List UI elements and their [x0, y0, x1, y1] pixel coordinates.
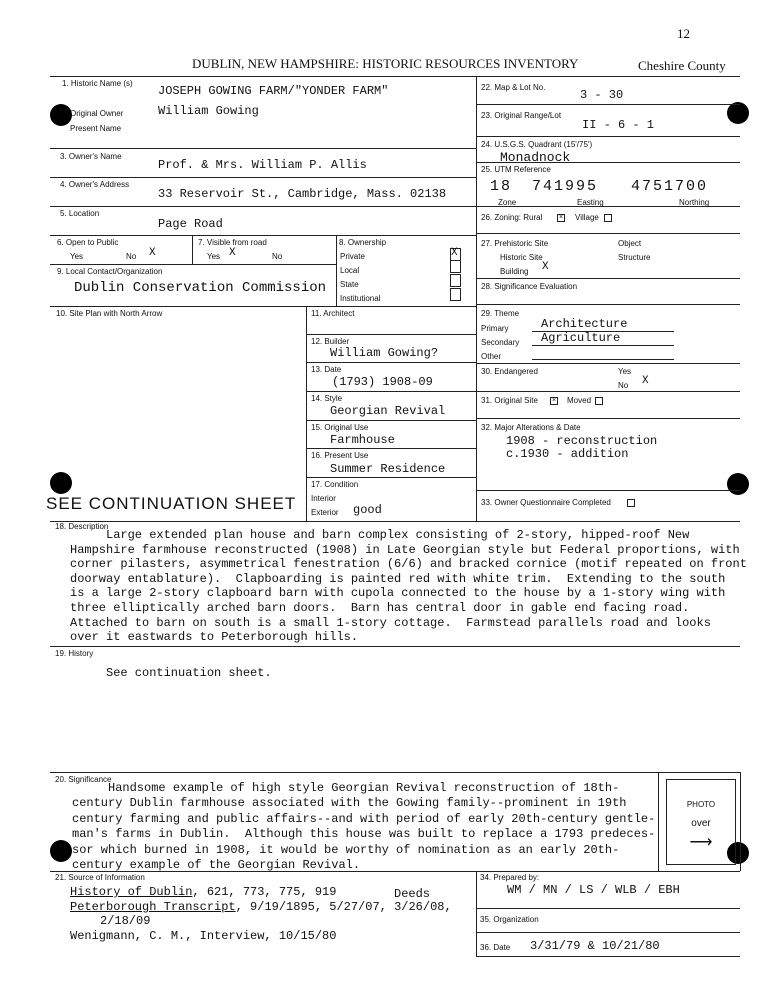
historic-site-label: Historic Site [500, 253, 543, 262]
utm-zone: 18 [490, 178, 513, 195]
significance-text [72, 781, 655, 873]
present-use-value: Summer Residence [330, 462, 446, 476]
owner-address-value: 33 Reservoir St., Cambridge, Mass. 02138 [158, 187, 447, 201]
zoning-village-label: Village [575, 213, 599, 222]
building-label: Building [500, 267, 529, 276]
endangered-label: 30. Endangered [481, 367, 538, 376]
visible-yes: Yes [207, 252, 221, 261]
ownership-local-checkbox[interactable] [450, 260, 461, 273]
condition-interior-label: Interior [311, 494, 336, 503]
theme-other-label: Other [481, 352, 502, 361]
owner-name-label: 3. Owner's Name [60, 152, 122, 161]
theme-secondary-value: Agriculture [541, 331, 621, 345]
map-lot-label: 22. Map & Lot No. [481, 83, 546, 92]
utm-northing: 4751700 [631, 178, 709, 195]
zoning-rural-checkbox[interactable]: × [558, 214, 564, 221]
ownership-state-checkbox[interactable] [450, 274, 461, 287]
original-use-value: Farmhouse [330, 433, 395, 447]
page-number: 12 [677, 26, 690, 41]
theme-secondary-label: Secondary [481, 338, 520, 347]
date-prepared-label: 36. Date [480, 943, 511, 952]
significance-line: century farming and public affairs--and with period of early 20th-century gentle- [72, 811, 656, 826]
date-prepared-value: 3/31/79 & 10/21/80 [530, 939, 660, 953]
theme-primary-label: Primary [481, 324, 509, 333]
arrow-right-icon: ⟶ [689, 834, 713, 851]
usgs-quadrant-label: 24. U.S.G.S. Quadrant (15'/75') [481, 140, 593, 149]
present-name-label: Present Name [70, 124, 122, 133]
description-line: three elliptically arched barn doors. Barn has central door in gable end facing road. [70, 600, 690, 615]
utm-reference-label: 25. UTM Reference [481, 165, 551, 174]
significance-line: sor which burned in 1908, it would be worthy of nomination as an early 20th- [72, 842, 620, 857]
theme-primary-value: Architecture [541, 317, 628, 331]
date-label: 13. Date [311, 365, 342, 374]
description-line: Attached to barn on south is a small 1-story cottage. Farmstead parallels road and looks [70, 615, 711, 630]
source-deeds: Deeds [394, 887, 431, 901]
significance-evaluation-label: 28. Significance Evaluation [481, 282, 578, 291]
source-line-1: History of Dublin, 621, 773, 775, 919 [70, 885, 337, 899]
significance-line: man's farms in Dublin. Although this house was built to replace a 1793 predeces- [72, 827, 656, 842]
alteration-1: 1908 - reconstruction [506, 434, 658, 448]
major-alterations-label: 32. Major Alterations & Date [481, 423, 581, 432]
open-no-mark: X [149, 247, 156, 259]
original-site-label: 31. Original Site [481, 396, 538, 405]
open-no: No [126, 252, 137, 261]
visible-from-road-label: 7. Visible from road [198, 238, 267, 247]
date-value: (1793) 1908-09 [332, 375, 433, 389]
history-value: See continuation sheet. [106, 666, 272, 680]
visible-no: No [272, 252, 283, 261]
object-label: Object [618, 239, 642, 248]
style-value: Georgian Revival [330, 404, 446, 418]
style-label: 14. Style [311, 394, 343, 403]
description-label: 18. Description [55, 522, 109, 531]
source-line-2: Peterborough Transcript, 9/19/1895, 5/27/07, 3/26/08, [70, 900, 452, 914]
endangered-yes: Yes [618, 367, 632, 376]
zoning-label: 26. Zoning: Rural [481, 213, 543, 222]
moved-checkbox[interactable] [595, 397, 603, 405]
punch-hole [50, 104, 72, 126]
county: Cheshire County [638, 58, 726, 73]
organization-label: 35. Organization [480, 915, 539, 924]
source-line-3: 2/18/09 [100, 914, 151, 928]
punch-hole [727, 102, 749, 124]
prepared-by-value: WM / MN / LS / WLB / EBH [507, 883, 680, 897]
description-line: is a large 2-story clapboard barn with cupola connected to the house by a 1-story wing with [70, 586, 726, 601]
prehistoric-site-label: 27. Prehistoric Site [481, 239, 549, 248]
description-line: corner pilasters, asymmetrical fenestration (6/6) and bracked cornice (motif repeated on front [70, 557, 747, 572]
significance-line: Handsome example of high style Georgian Revival reconstruction of 18th- [72, 781, 620, 795]
history-label: 19. History [55, 649, 94, 658]
local-contact-value: Dublin Conservation Commission [74, 280, 327, 296]
description-text [70, 528, 747, 645]
local-contact-label: 9. Local Contact/Organization [57, 267, 163, 276]
prepared-by-label: 34. Prepared by: [480, 873, 540, 882]
builder-label: 12. Builder [311, 337, 350, 346]
see-continuation-sheet: SEE CONTINUATION SHEET [46, 494, 297, 513]
description-line: Large extended plan house and barn complex consisting of 2-story, hipped-roof New [70, 528, 690, 542]
open-yes: Yes [70, 252, 84, 261]
endangered-no-mark: X [642, 375, 649, 387]
punch-hole [50, 840, 72, 862]
historic-name-value: JOSEPH GOWING FARM/"YONDER FARM" [158, 84, 389, 98]
ownership-private-mark: X [451, 247, 458, 259]
photo-over-label: over [691, 818, 711, 829]
significance-label: 20. Significance [55, 775, 112, 784]
condition-label: 17. Condition [311, 480, 359, 489]
original-site-checkbox[interactable]: × [551, 397, 557, 404]
moved-label: Moved [567, 396, 592, 405]
utm-easting-label: Easting [577, 198, 604, 207]
ownership-institutional: Institutional [340, 294, 381, 303]
map-lot-value: 3 - 30 [580, 88, 624, 102]
original-owner-label: Original Owner [70, 109, 124, 118]
endangered-no: No [618, 381, 629, 390]
structure-label: Structure [618, 253, 651, 262]
utm-zone-label: Zone [498, 198, 517, 207]
original-range-label: 23. Original Range/Lot [481, 111, 562, 120]
zoning-village-checkbox[interactable] [604, 214, 612, 222]
usgs-quadrant-value: Monadnock [500, 150, 571, 165]
source-title-transcript: Peterborough Transcript [70, 900, 236, 914]
original-owner-value: William Gowing [158, 104, 259, 118]
punch-hole [50, 472, 72, 494]
building-mark: X [542, 261, 549, 273]
significance-line: century example of the Georgian Revival. [72, 858, 361, 873]
owner-address-label: 4. Owner's Address [60, 180, 130, 189]
location-label: 5. Location [60, 209, 100, 218]
condition-exterior-label: Exterior [311, 508, 339, 517]
ownership-state: State [340, 280, 359, 289]
ownership-label: 8. Ownership [339, 238, 387, 247]
architect-label: 11. Architect [311, 309, 355, 318]
present-use-label: 16. Present Use [311, 451, 369, 460]
builder-value: William Gowing? [330, 346, 439, 360]
source-line-4: Wenigmann, C. M., Interview, 10/15/80 [70, 929, 337, 943]
historic-name-label: 1. Historic Name (s) [62, 79, 133, 88]
ownership-local: Local [340, 266, 360, 275]
photo-label: PHOTO [686, 800, 716, 809]
description-line: over it eastwards to Peterborough hills. [70, 630, 359, 645]
owner-name-value: Prof. & Mrs. William P. Allis [158, 158, 367, 172]
utm-easting: 741995 [532, 178, 599, 195]
visible-yes-mark: X [229, 247, 236, 259]
description-line: Hampshire farmhouse reconstructed (1908) in Late Georgian style but Federal proportions, with [70, 542, 740, 557]
original-use-label: 15. Original Use [311, 423, 369, 432]
photo-box [666, 779, 736, 865]
ownership-private: Private [340, 252, 365, 261]
utm-northing-label: Northing [679, 198, 710, 207]
source-title-history: History of Dublin [70, 885, 193, 899]
source-label: 21. Source of Information [55, 873, 145, 882]
alteration-2: c.1930 - addition [506, 447, 629, 461]
form-title: DUBLIN, NEW HAMPSHIRE: HISTORIC RESOURCES INVENTORY [192, 56, 579, 71]
original-range-value: II - 6 - 1 [582, 118, 655, 132]
description-line: doorway entablature). Clapboarding is painted red with white trim. Extending to the south [70, 571, 726, 586]
punch-hole [727, 473, 749, 495]
owner-questionnaire-label: 33. Owner Questionnaire Completed [481, 498, 611, 507]
condition-exterior-value: good [353, 503, 382, 517]
theme-label: 29. Theme [481, 309, 520, 318]
owner-questionnaire-checkbox[interactable] [627, 499, 635, 507]
ownership-institutional-checkbox[interactable] [450, 288, 461, 301]
site-plan-label: 10. Site Plan with North Arrow [56, 309, 163, 318]
significance-line: century Dublin farmhouse associated with the Gowing family--prominent in 19th [72, 796, 627, 811]
location-value: Page Road [158, 217, 223, 231]
open-to-public-label: 6. Open to Public [57, 238, 119, 247]
